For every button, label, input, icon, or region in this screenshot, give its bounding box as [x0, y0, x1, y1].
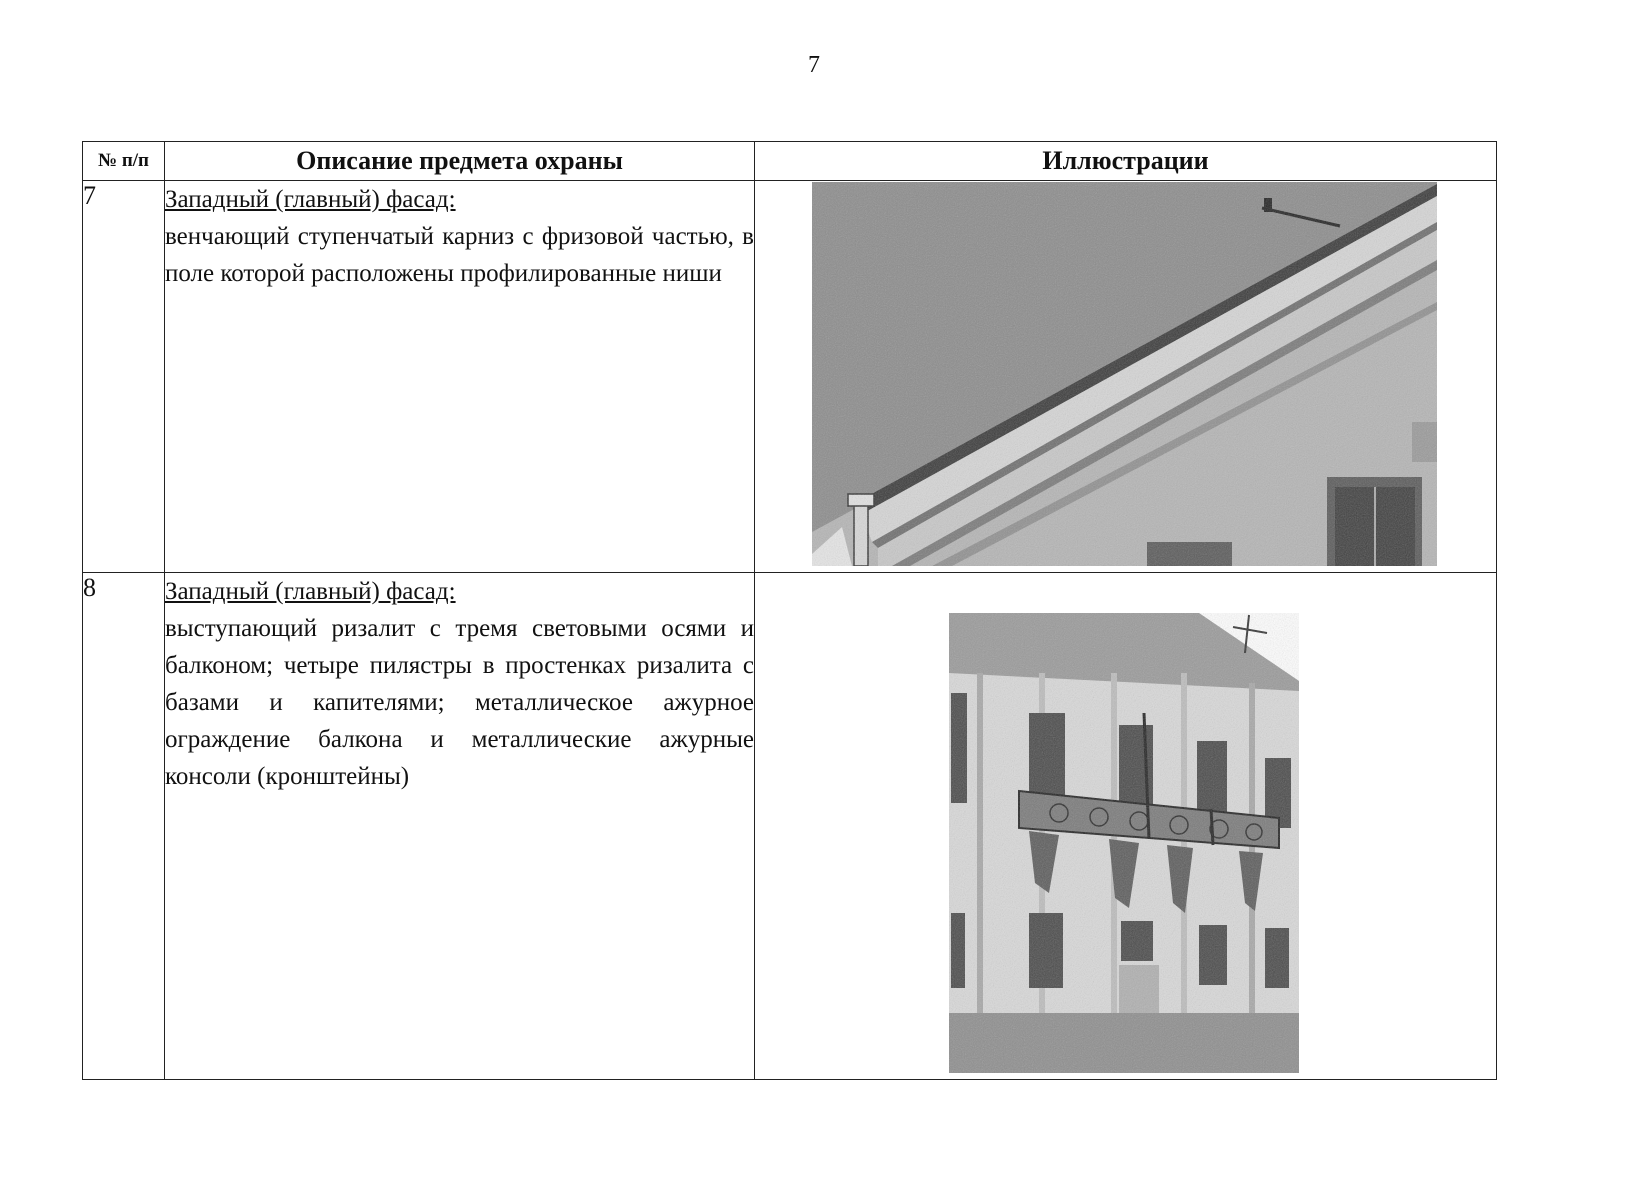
- cornice-photo: [812, 182, 1437, 566]
- header-description: Описание предмета охраны: [165, 142, 755, 181]
- row-number: 7: [83, 181, 165, 573]
- table-header-row: [83, 142, 1497, 181]
- row-description: [165, 181, 755, 573]
- row-illustration: [755, 181, 1497, 573]
- row-description: [165, 573, 755, 1080]
- header-number: № п/п: [83, 142, 165, 181]
- header-illustrations: Иллюстрации: [755, 142, 1497, 181]
- row-illustration: [755, 573, 1497, 1080]
- row-number: 8: [83, 573, 165, 1080]
- table-row: [83, 181, 1497, 573]
- page-number: 7: [808, 52, 820, 78]
- row-text: выступающий ризалит с тремя световыми осями и балконом; четыре пилястры в простенках ризалита с базами и капителями; металлическое ажурное ограждение балкона и металлические ажурные консоли (кронштейны): [165, 615, 754, 790]
- protection-table: [82, 141, 1497, 1080]
- row-text: венчающий ступенчатый карниз с фризовой частью, в поле которой расположены профилированные ниши: [165, 223, 754, 287]
- row-title: Западный (главный) фасад:: [165, 578, 456, 605]
- table-row: [83, 573, 1497, 1080]
- row-title: Западный (главный) фасад:: [165, 186, 456, 213]
- facade-balcony-photo: [949, 613, 1299, 1073]
